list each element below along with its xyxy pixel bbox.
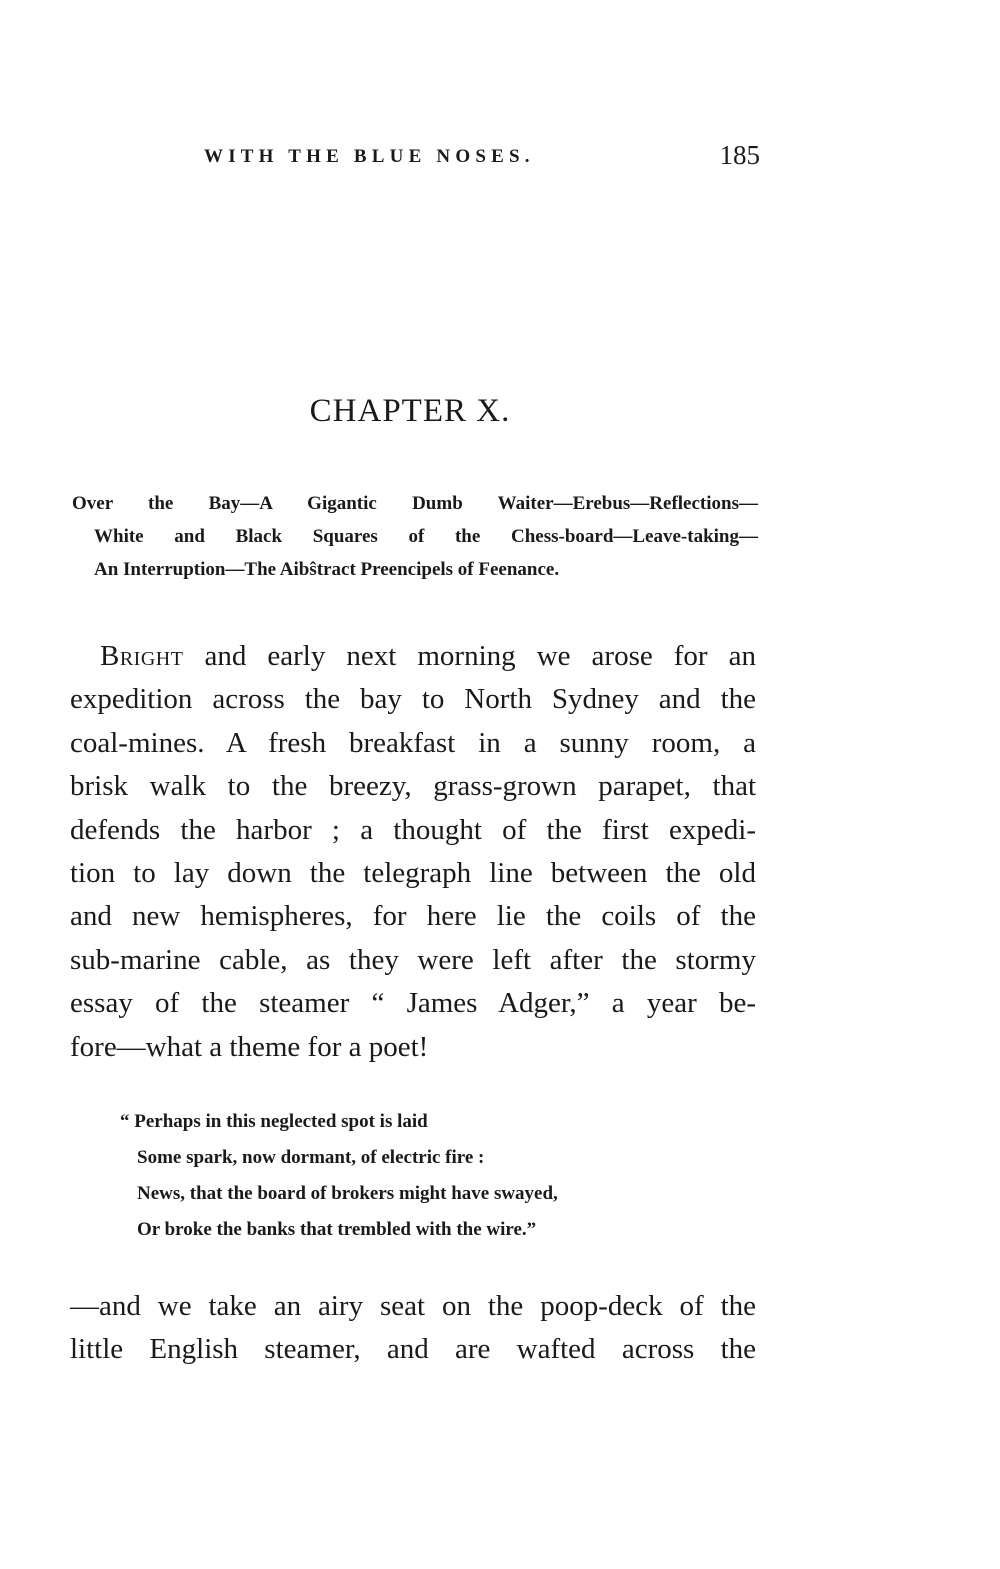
body-line: essay of the steamer “ James Adger,” a year be- — [70, 987, 756, 1020]
paragraph-2 — [70, 1285, 756, 1372]
verse-line: Or broke the banks that trembled with the wire.” — [137, 1219, 537, 1240]
body-line — [70, 635, 756, 678]
chapter-title: CHAPTER X. — [309, 393, 511, 429]
body-line: expedition across the bay to North Sydney and the — [70, 683, 756, 716]
running-head — [200, 140, 760, 170]
body-line: —and we take an airy seat on the poop-deck of the — [70, 1290, 756, 1322]
body-line-text: and early next morning we arose for an — [183, 640, 756, 672]
body-line: brisk walk to the breezy, grass-grown parapet, that — [70, 770, 756, 803]
body-line: and new hemispheres, for here lie the coils of the — [70, 900, 756, 933]
paragraph-1 — [70, 635, 756, 1069]
verse-line: “ Perhaps in this neglected spot is laid — [120, 1111, 428, 1132]
synopsis-line: Over the Bay—A Gigantic Dumb Waiter—Erebus—Reflections— — [72, 493, 758, 514]
body-line: little English steamer, and are wafted across the — [70, 1333, 756, 1366]
verse-quotation — [120, 1104, 720, 1248]
verse-line: Some spark, now dormant, of electric fire : — [137, 1147, 485, 1168]
chapter-synopsis — [72, 487, 758, 586]
body-line: tion to lay down the telegraph line between the old — [70, 857, 756, 890]
synopsis-line: An Interruption—The Aibŝtract Preencipels of Feenance. — [94, 559, 560, 580]
page-number: 185 — [719, 140, 760, 170]
body-line: defends the harbor ; a thought of the first expedi- — [70, 813, 756, 846]
body-line: sub-marine cable, as they were left after the stormy — [70, 943, 756, 976]
running-title: WITH THE BLUE NOSES. — [204, 146, 535, 167]
synopsis-line: White and Black Squares of the Chess-board—Leave-taking— — [94, 526, 758, 547]
lead-word: Bright — [100, 640, 184, 672]
verse-line: News, that the board of brokers might have swayed, — [137, 1183, 558, 1204]
body-line: coal-mines. A fresh breakfast in a sunny room, a — [70, 726, 756, 759]
body-line: fore—what a theme for a poet! — [70, 1030, 429, 1063]
